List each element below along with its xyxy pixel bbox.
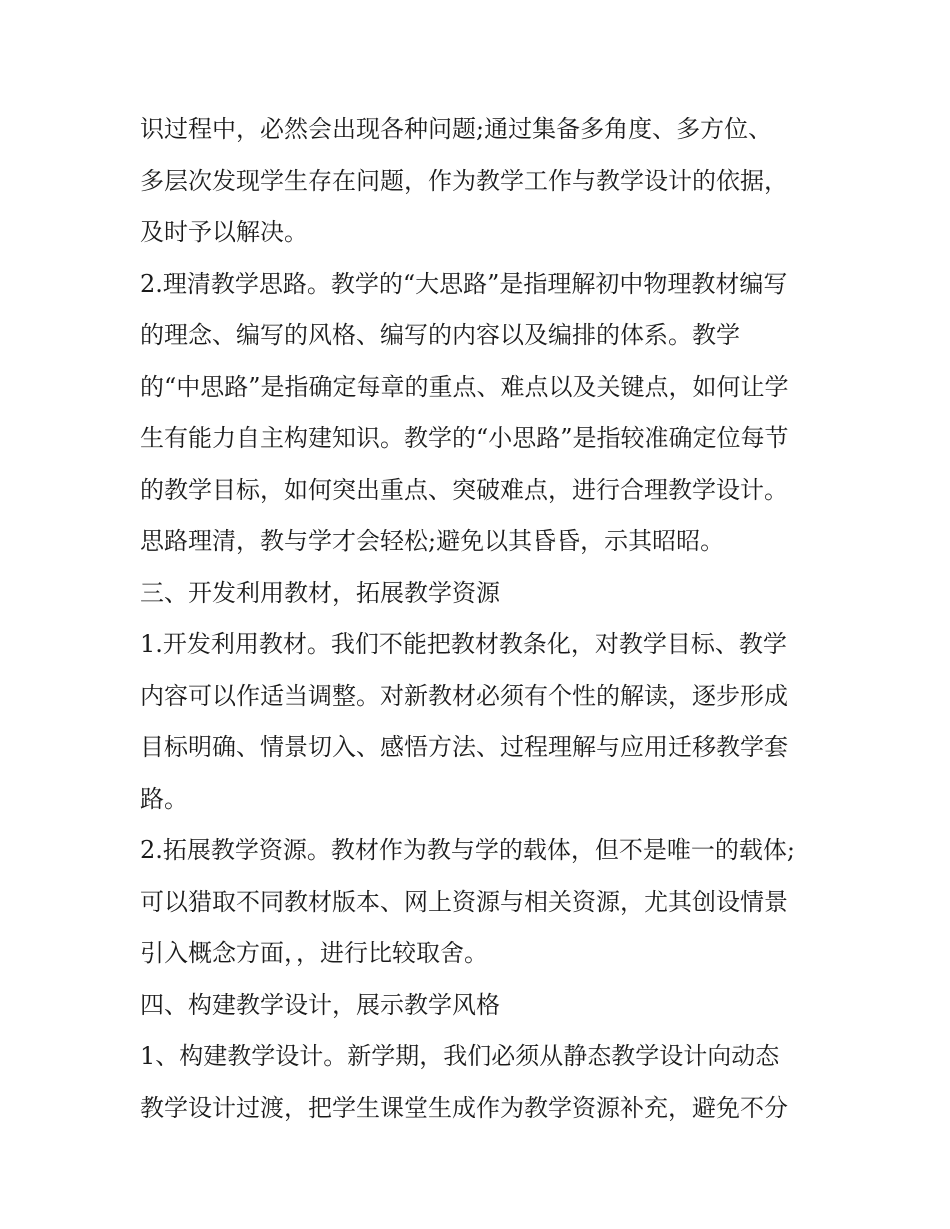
text-line: 可以猎取不同教材版本、网上资源与相关资源，尤其创设情景 — [140, 887, 788, 916]
text-line: 识过程中，必然会出现各种问题;通过集备多角度、多方位、 — [140, 115, 773, 143]
text-line: 路。 — [140, 784, 188, 813]
text-line: 生有能力自主构建知识。教学的“小思路”是指较准确定位每节 — [140, 424, 789, 452]
text-line: 多层次发现学生存在问题，作为教学工作与教学设计的依据， — [140, 166, 788, 195]
text-line: 2.拓展教学资源。教材作为教与学的载体，但不是唯一的载体; — [140, 836, 795, 864]
section-heading: 三、开发利用教材，拓展教学资源 — [140, 578, 500, 607]
text-line: 教学设计过渡，把学生课堂生成作为教学资源补充，避免不分 — [140, 1093, 788, 1122]
text-line: 的教学目标，如何突出重点、突破难点，进行合理教学设计。 — [140, 475, 788, 504]
text-line: 内容可以作适当调整。对新教材必须有个性的解读，逐步形成 — [140, 681, 788, 710]
text-line: 的理念、编写的风格、编写的内容以及编排的体系。教学 — [140, 321, 740, 349]
text-line: 的“中思路”是指确定每章的重点、难点以及关键点，如何让学 — [140, 372, 789, 401]
text-line: 及时予以解决。 — [140, 218, 308, 246]
body-text — [140, 104, 830, 1134]
text-line: 目标明确、情景切入、感悟方法、过程理解与应用迁移教学套 — [140, 733, 788, 761]
text-line: 1、构建教学设计。新学期，我们必须从静态教学设计向动态 — [140, 1042, 780, 1070]
text-line: 2.理清教学思路。教学的“大思路”是指理解初中物理教材编写 — [140, 269, 788, 298]
text-line: 1.开发利用教材。我们不能把教材教条化，对教学目标、教学 — [140, 630, 787, 658]
text-line: 引入概念方面，，进行比较取舍。 — [140, 939, 488, 967]
section-heading: 四、构建教学设计，展示教学风格 — [140, 990, 500, 1019]
text-line: 思路理清，教与学才会轻松;避免以其昏昏，示其昭昭。 — [140, 527, 725, 555]
